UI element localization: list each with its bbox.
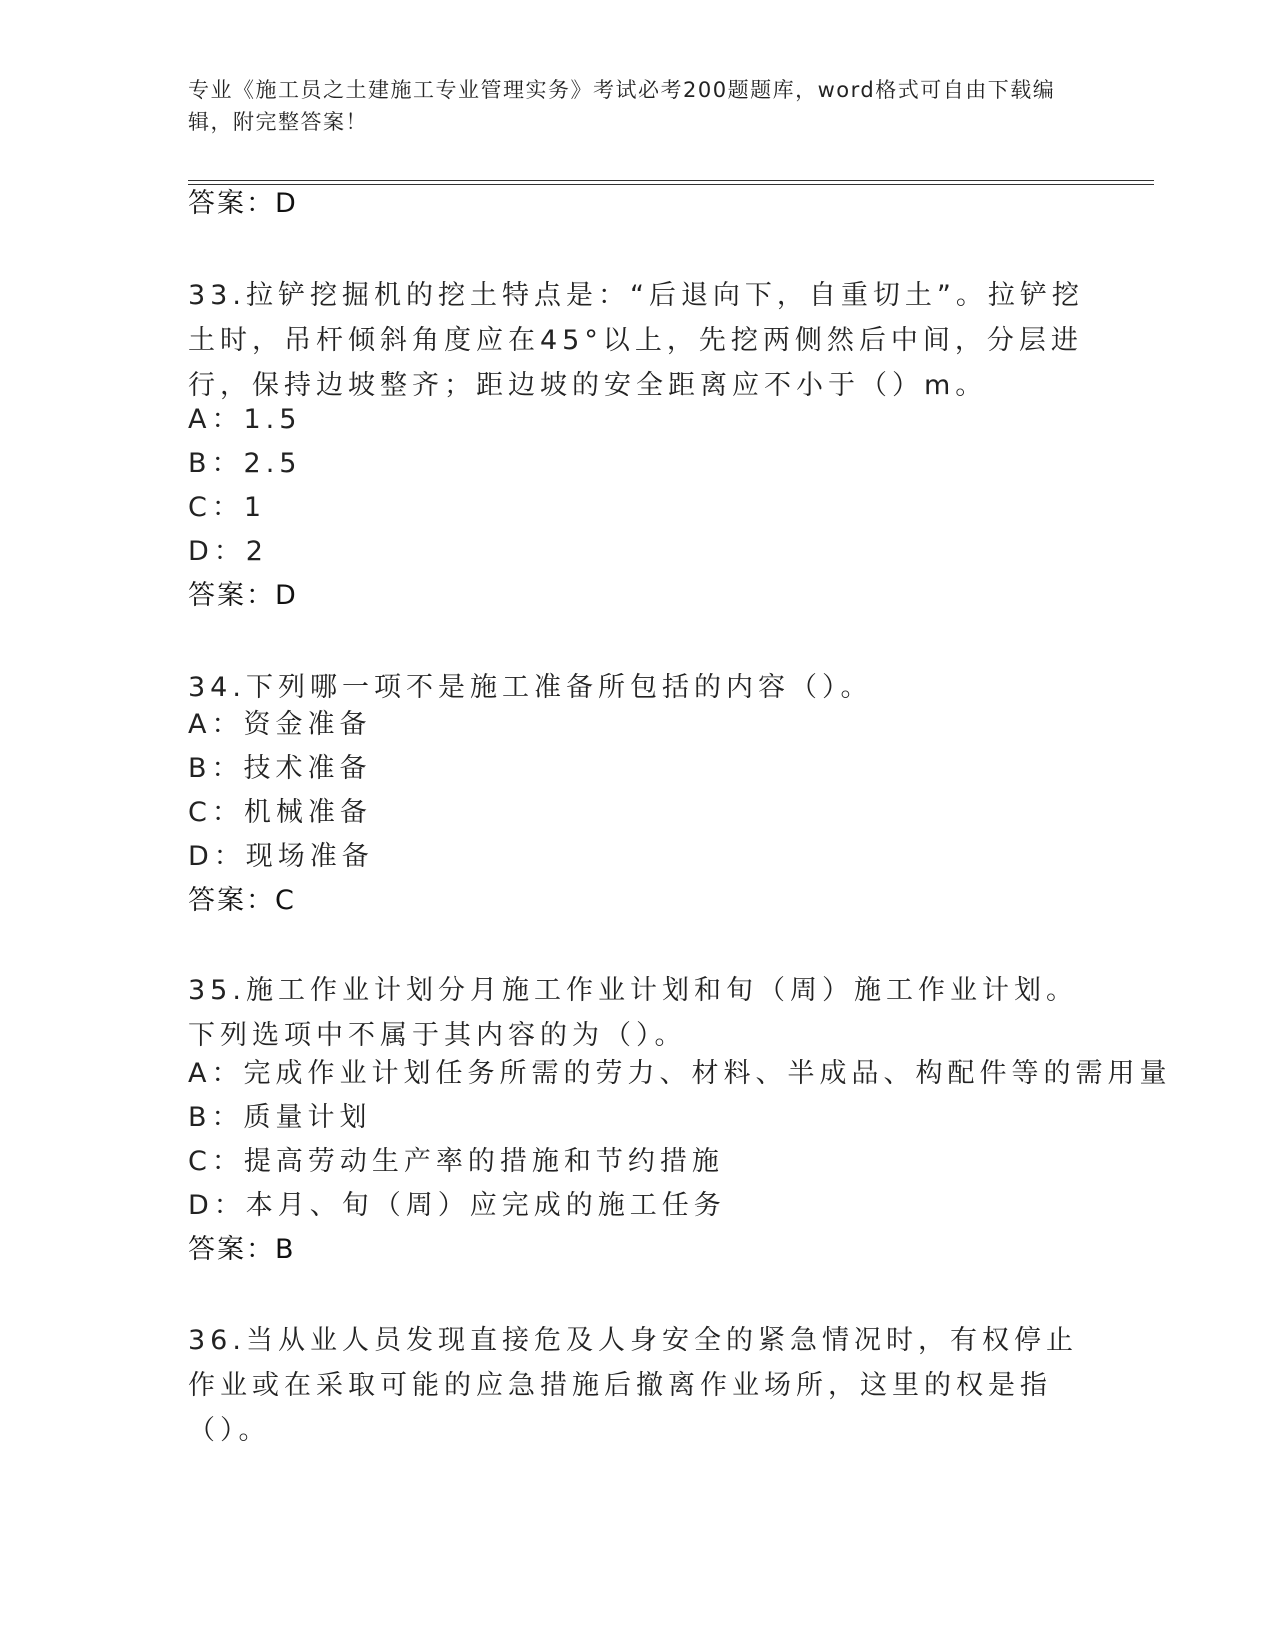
question-35-answer: 答案：B (188, 1234, 296, 1265)
question-35-stem: 35.施工作业计划分月施工作业计划和旬（周）施工作业计划。下列选项中不属于其内容的为（）。 (188, 975, 1078, 1051)
question-35-option-a: A：完成作业计划任务所需的劳力、材料、半成品、构配件等的需用量 (188, 1058, 1172, 1089)
question-34-stem: 34.下列哪一项不是施工准备所包括的内容（）。 (188, 672, 873, 703)
question-35-option-b: B：质量计划 (188, 1102, 372, 1133)
question-34-option-b: B：技术准备 (188, 753, 372, 784)
answer-label: 答案：D (188, 188, 298, 219)
question-33-answer: 答案：D (188, 580, 298, 611)
question-34-option-c: C：机械准备 (188, 797, 372, 828)
question-33-option-c: C：1 (188, 492, 267, 523)
question-35-option-d: D：本月、旬（周）应完成的施工任务 (188, 1190, 726, 1221)
question-35-option-c: C：提高劳动生产率的措施和节约措施 (188, 1146, 724, 1177)
question-34-option-d: D：现场准备 (188, 841, 374, 872)
question-33-stem: 33.拉铲挖掘机的挖土特点是：“后退向下，自重切土”。拉铲挖土时，吊杆倾斜角度应在45°以上，先挖两侧然后中间，分层进行，保持边坡整齐；距边坡的安全距离应不小于（）m。 (188, 280, 1084, 401)
header-divider-top (188, 180, 1154, 181)
header-divider-bottom (188, 184, 1154, 185)
question-36-stem: 36.当从业人员发现直接危及人身安全的紧急情况时，有权停止作业或在采取可能的应急措施后撤离作业场所，这里的权是指（）。 (188, 1325, 1078, 1446)
question-33-option-a: A：1.5 (188, 404, 302, 435)
question-34-answer: 答案：C (188, 885, 296, 916)
document-header: 专业《施工员之土建施工专业管理实务》考试必考200题题库，word格式可自由下载编辑，附完整答案！ (188, 78, 1056, 134)
question-34-option-a: A：资金准备 (188, 709, 372, 740)
question-33-option-b: B：2.5 (188, 448, 302, 479)
question-33-option-d: D：2 (188, 536, 268, 567)
